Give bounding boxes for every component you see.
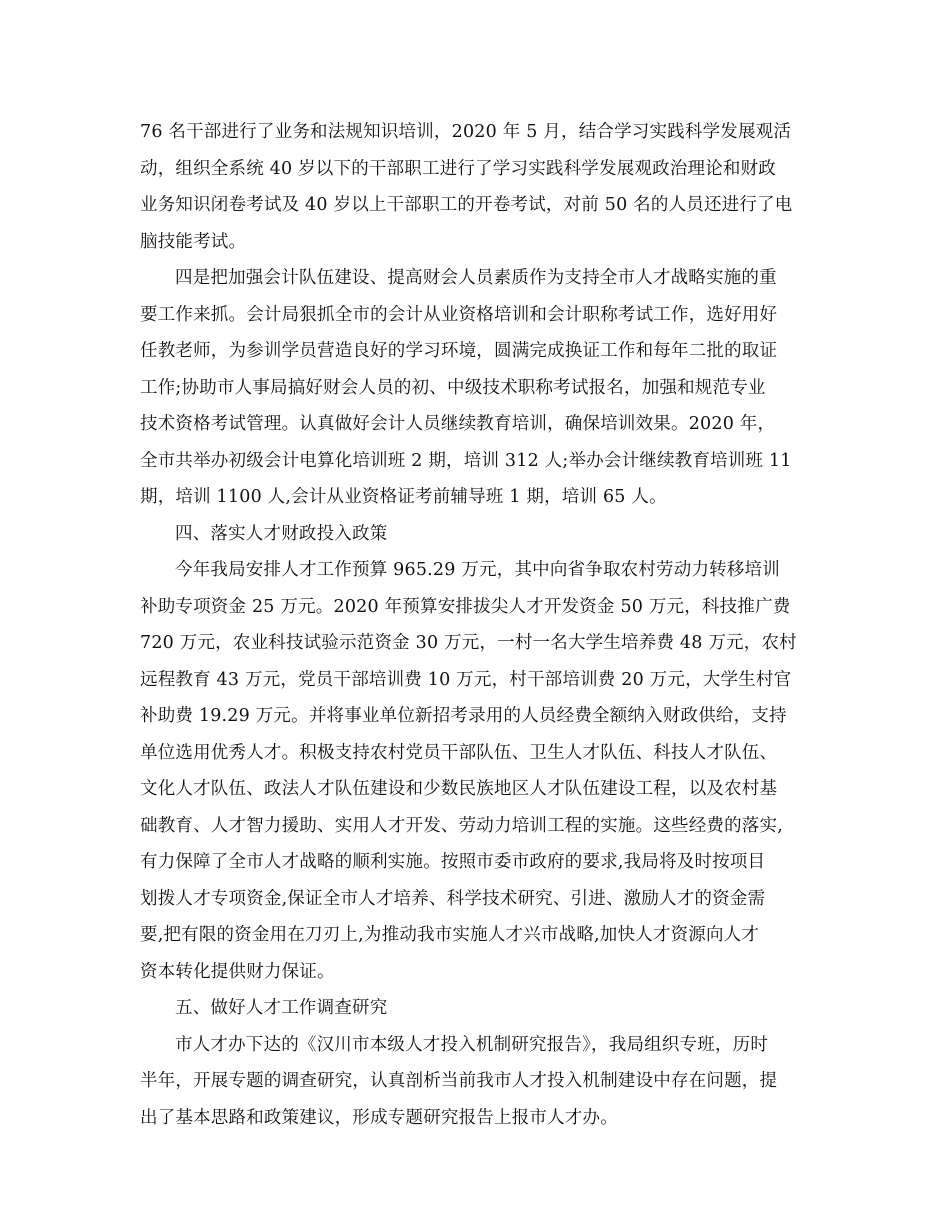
document-body (140, 114, 820, 1136)
text-line: 要,把有限的资金用在刀刃上,为推动我市实施人才兴市战略,加快人才资源向人才 (140, 925, 760, 945)
text-line: 半年，开展专题的调查研究，认真剖析当前我市人才投入机制建设中存在问题，提 (140, 1071, 778, 1091)
text-line: 础教育、人才智力援助、实用人才开发、劳动力培训工程的实施。这些经费的落实, (140, 815, 783, 836)
text-line: 要工作来抓。会计局狠抓全市的会计从业资格培训和会计职称考试工作，选好用好 (140, 304, 778, 325)
text-line: 业务知识闭卷考试及 40 岁以上干部职工的开卷考试，对前 50 名的人员还进行了电 (140, 195, 793, 215)
text-line: 远程教育 43 万元，党员干部培训费 10 万元，村干部培训费 20 万元，大学生村官 (140, 669, 792, 690)
text-line: 工作;协助市人事局搞好财会人员的初、中级技术职称考试报名，加强和规范专业 (140, 377, 766, 398)
text-line: 任教老师，为参训学员营造良好的学习环境，圆满完成换证工作和每年二批的取证 (140, 341, 778, 361)
text-line: 76 名干部进行了业务和法规知识培训，2020 年 5 月，结合学习实践科学发展观活 (140, 122, 792, 142)
text-line: 技术资格考试管理。认真做好会计人员继续教育培训，确保培训效果。2020 年， (140, 414, 776, 434)
text-line: 动，组织全系统 40 岁以下的干部职工进行了学习实践科学发展观政治理论和财政 (140, 158, 776, 179)
text-line: 补助专项资金 25 万元。2020 年预算安排拔尖人才开发资金 50 万元，科技推广费 (140, 596, 791, 617)
text-line: 补助费 19.29 万元。并将事业单位新招考录用的人员经费全额纳入财政供给，支持 (140, 706, 787, 726)
text-line: 资本转化提供财力保证。 (140, 961, 335, 982)
section-heading: 五、做好人才工作调查研究 (175, 998, 388, 1018)
paragraph-start-line: 四是把加强会计队伍建设、提高财会人员素质作为支持全市人才战略实施的重 (175, 268, 777, 288)
text-line: 全市共举办初级会计电算化培训班 2 期，培训 312 人;举办会计继续教育培训班 11 (140, 450, 792, 471)
text-line: 出了基本思路和政策建议，形成专题研究报告上报市人才办。 (140, 1107, 618, 1128)
text-line: 脑技能考试。 (140, 231, 247, 252)
text-line: 有力保障了全市人才战略的顺利实施。按照市委市政府的要求,我局将及时按项目 (140, 852, 766, 872)
text-line: 单位选用优秀人才。积极支持农村党员干部队伍、卫生人才队伍、科技人才队伍、 (140, 742, 778, 763)
paragraph-start-line: 今年我局安排人才工作预算 965.29 万元，其中向省争取农村劳动力转移培训 (175, 560, 780, 580)
text-line: 期，培训 1100 人,会计从业资格证考前辅导班 1 期，培训 65 人。 (140, 487, 667, 507)
section-heading: 四、落实人才财政投入政策 (175, 523, 388, 544)
text-line: 划拨人才专项资金,保证全市人才培养、科学技术研究、引进、激励人才的资金需 (140, 888, 766, 909)
paragraph-start-line: 市人才办下达的《汉川市本级人才投入机制研究报告》，我局组织专班，历时 (175, 1034, 769, 1055)
text-line: 文化人才队伍、政法人才队伍建设和少数民族地区人才队伍建设工程，以及农村基 (140, 779, 778, 799)
text-line: 720 万元，农业科技试验示范资金 30 万元，一村一名大学生培养费 48 万元，农村 (140, 633, 797, 653)
